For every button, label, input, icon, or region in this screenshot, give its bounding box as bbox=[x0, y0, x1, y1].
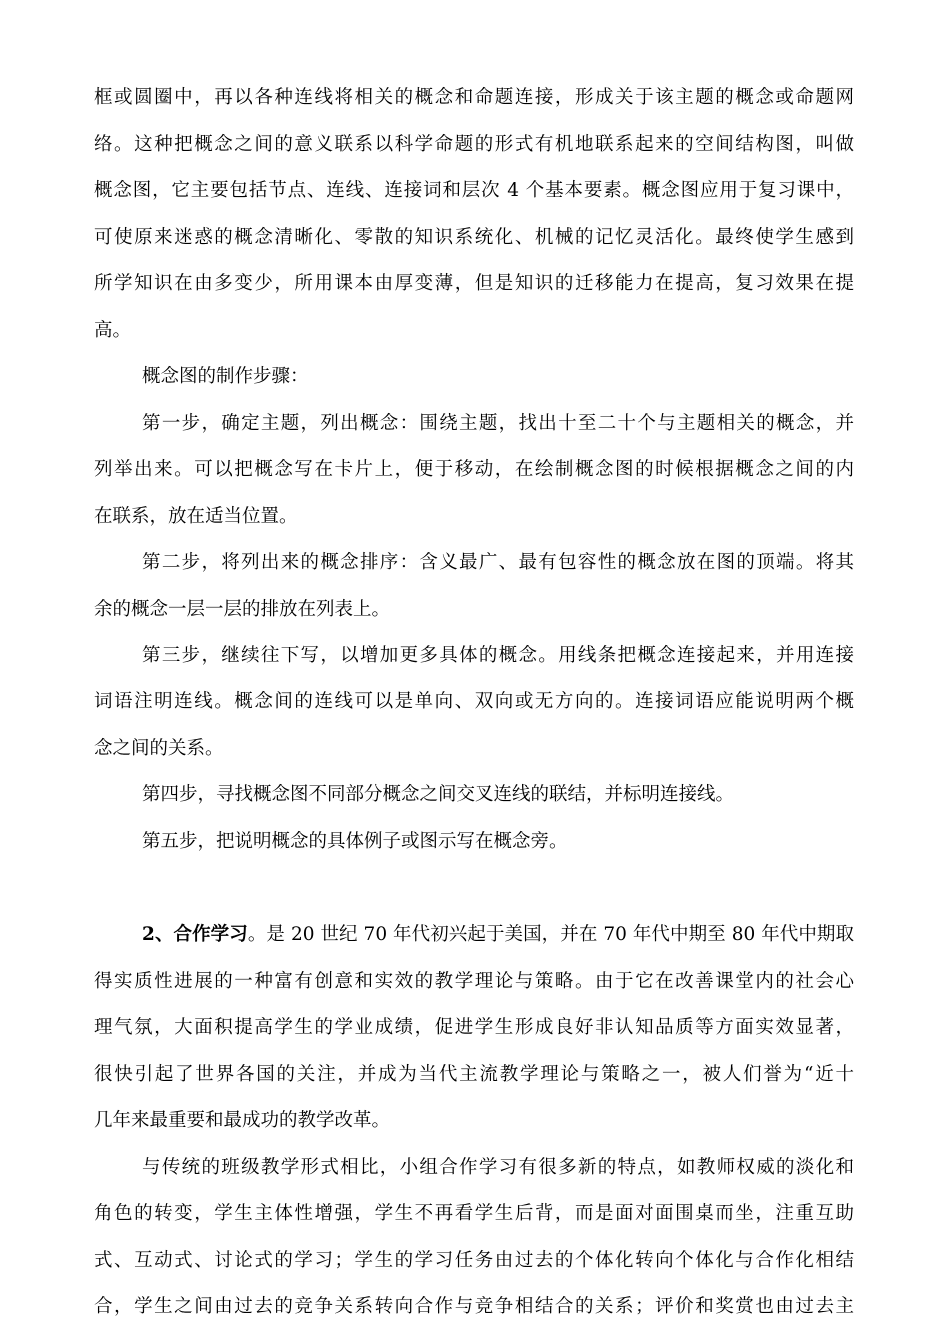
paragraph-line: 概念图，它主要包括节点、连线、连接词和层次 4 个基本要素。概念图应用于复习课中， bbox=[94, 180, 854, 201]
step-1-line: 第一步，确定主题，列出概念：围绕主题，找出十至二十个与主题相关的概念，并 bbox=[142, 413, 854, 434]
section-2-line: 几年来最重要和最成功的教学改革。 bbox=[94, 1110, 391, 1131]
paragraph-line: 高。 bbox=[94, 320, 132, 341]
step-3-line: 第三步，继续往下写，以增加更多具体的概念。用线条把概念连接起来，并用连接 bbox=[142, 645, 854, 666]
paragraph-line: 角色的转变，学生主体性增强，学生不再看学生后背，而是面对面围桌而坐，注重互助 bbox=[94, 1203, 854, 1224]
steps-heading: 概念图的制作步骤： bbox=[142, 366, 309, 387]
section-2-first-line bbox=[142, 923, 854, 947]
step-3-line: 念之间的关系。 bbox=[94, 738, 224, 759]
paragraph-line: 合，学生之间由过去的竞争关系转向合作与竞争相结合的关系；评价和奖赏也由过去主 bbox=[94, 1296, 854, 1317]
section-2-heading: 2、合作学习 bbox=[142, 924, 248, 945]
paragraph-line: 与传统的班级教学形式相比，小组合作学习有很多新的特点，如教师权威的淡化和 bbox=[142, 1157, 854, 1178]
paragraph-line: 所学知识在由多变少，所用课本由厚变薄，但是知识的迁移能力在提高，复习效果在提 bbox=[94, 273, 854, 294]
paragraph-line: 式、互动式、讨论式的学习；学生的学习任务由过去的个体化转向个体化与合作化相结 bbox=[94, 1250, 854, 1271]
step-1-line: 列举出来。可以把概念写在卡片上，便于移动，在绘制概念图的时候根据概念之间的内 bbox=[94, 459, 854, 480]
step-1-line: 在联系，放在适当位置。 bbox=[94, 506, 298, 527]
paragraph-line: 可使原来迷惑的概念清晰化、零散的知识系统化、机械的记忆灵活化。最终使学生感到 bbox=[94, 227, 854, 248]
step-4-line: 第四步，寻找概念图不同部分概念之间交叉连线的联结，并标明连接线。 bbox=[142, 784, 735, 805]
paragraph-line: 络。这种把概念之间的意义联系以科学命题的形式有机地联系起来的空间结构图，叫做 bbox=[94, 134, 854, 155]
step-2-line: 第二步，将列出来的概念排序：含义最广、最有包容性的概念放在图的顶端。将其 bbox=[142, 552, 854, 573]
step-2-line: 余的概念一层一层的排放在列表上。 bbox=[94, 599, 391, 620]
section-2-line: 很快引起了世界各国的关注，并成为当代主流教学理论与策略之一，被人们誉为“近十 bbox=[94, 1064, 854, 1085]
step-5-line: 第五步，把说明概念的具体例子或图示写在概念旁。 bbox=[142, 831, 568, 852]
section-2-first-line-text: 。是 20 世纪 70 年代初兴起于美国，并在 70 年代中期至 80 年代中期取 bbox=[247, 924, 855, 945]
step-3-line: 词语注明连线。概念间的连线可以是单向、双向或无方向的。连接词语应能说明两个概 bbox=[94, 691, 854, 712]
section-2-line: 得实质性进展的一种富有创意和实效的教学理论与策略。由于它在改善课堂内的社会心 bbox=[94, 971, 854, 992]
paragraph-line: 框或圆圈中，再以各种连线将相关的概念和命题连接，形成关于该主题的概念或命题网 bbox=[94, 87, 854, 108]
section-2-line: 理气氛，大面积提高学生的学业成绩，促进学生形成良好非认知品质等方面实效显著， bbox=[94, 1017, 854, 1038]
